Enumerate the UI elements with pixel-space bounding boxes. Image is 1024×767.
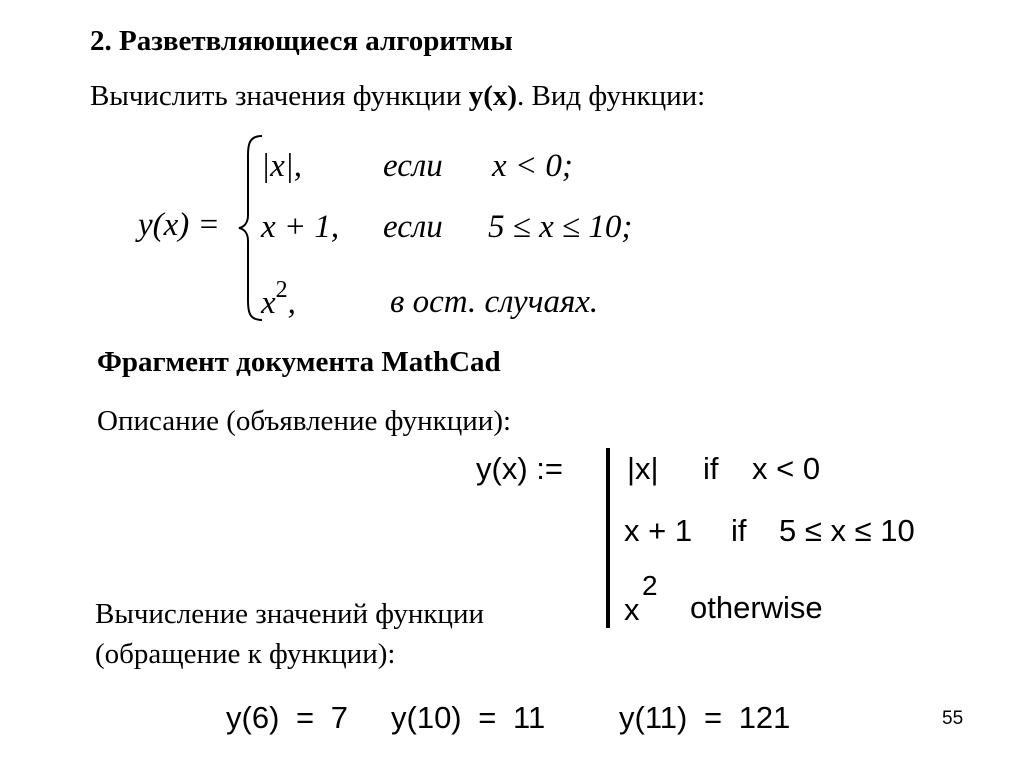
formula-row-3-condword: в ост. случаях. [390,284,599,320]
mathcad-lhs: y(x) := [476,451,563,486]
mathcad-row-3-base: x [624,592,640,627]
formula-row-3-base: x [261,285,276,321]
result-2-call: y(10) [391,700,462,735]
formula-row-1-condword: если [383,148,443,184]
result-1 [226,700,348,736]
result-3 [619,700,790,736]
result-1-value: 7 [330,700,348,735]
formula-row-2-cond: 5 ≤ x ≤ 10; [488,209,633,245]
intro-text-after: . Вид функции: [517,80,706,112]
mathcad-program-bar [606,448,610,628]
section-title: 2. Разветвляющиеся алгоритмы [90,25,513,57]
mathcad-row-1-expr: |x| [627,451,659,486]
result-3-value: 121 [738,700,791,735]
result-3-equals: = [703,700,723,735]
call-label-line-2: (обращение к функции): [95,638,396,670]
intro-text-before: Вычислить значения функции [90,80,469,112]
result-2 [391,700,545,736]
formula-row-3-exponent: 2 [275,277,288,303]
mathcad-row-1-cond: x < 0 [752,451,821,486]
mathcad-row-2-expr: x + 1 [624,513,693,548]
result-3-call: y(11) [619,700,688,735]
formula-row-3-tail: , [287,285,296,321]
formula-row-2-condword: если [383,209,443,245]
formula-row-1-cond: x < 0; [492,148,573,184]
formula-row-3-expr [261,277,296,322]
formula-lhs: y(x) = [138,207,220,243]
result-2-equals: = [478,700,497,735]
formula-row-2-expr: x + 1, [261,209,340,245]
mathcad-row-2-cond: 5 ≤ x ≤ 10 [779,513,915,548]
mathcad-row-3-exponent: 2 [642,570,658,601]
function-name: y(x) [468,80,518,112]
formula-row-1-expr: |x|, [261,148,303,184]
result-1-call: y(6) [226,700,280,735]
mathcad-row-3-kw: otherwise [690,590,823,625]
result-2-value: 11 [513,700,546,735]
mathcad-row-2-kw: if [731,513,747,548]
result-1-equals: = [296,700,315,735]
intro-text [90,80,705,113]
call-label-line-1: Вычисление значений функции [95,598,484,630]
mathcad-row-1-kw: if [703,451,719,486]
page-number: 55 [942,708,964,729]
mathcad-subheading: Фрагмент документа MathCad [97,346,501,378]
description-label: Описание (объявление функции): [97,405,512,437]
